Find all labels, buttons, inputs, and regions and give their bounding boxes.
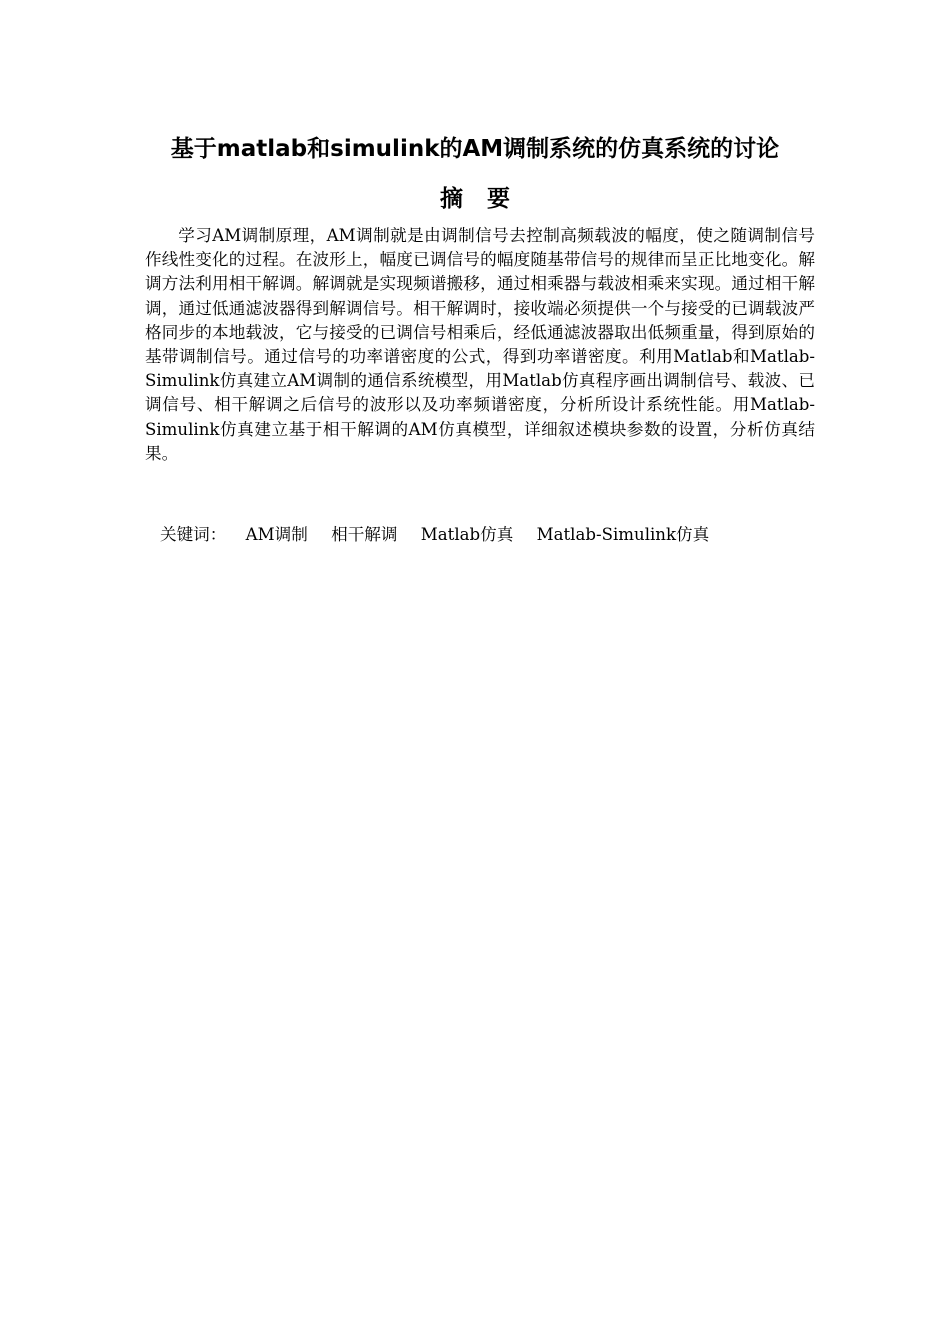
- keywords-line: [160, 522, 820, 548]
- keyword-item: 相干解调: [331, 525, 398, 544]
- keywords-label: 关键词：: [160, 525, 227, 544]
- abstract-heading: 摘要: [440, 186, 534, 212]
- keyword-item: AM调制: [245, 525, 308, 544]
- abstract-body: 学习AM调制原理，AM调制就是由调制信号去控制高频载波的幅度，使之随调制信号作线性变化的过程。在波形上，幅度已调信号的幅度随基带信号的规律而呈正比地变化。解调方法利用相干解调。解调就是实现频谱搬移，通过相乘器与载波相乘来实现。通过相干解调，通过低通滤波器得到解调信号。相干解调时，接收端必须提供一个与接受的已调载波严格同步的本地载波，它与接受的已调信号相乘后，经低通滤波器取出低频重量，得到原始的基带调制信号。通过信号的功率谱密度的公式，得到功率谱密度。利用Matlab和Matlab-Simulink仿真建立AM调制的通信系统模型，用Matlab仿真程序画出调制信号、载波、已调信号、相干解调之后信号的波形以及功率频谱密度，分析所设计系统性能。用Matlab-Simulink仿真建立基于相干解调的AM仿真模型，详细叙述模块参数的设置，分析仿真结果。: [145, 226, 815, 463]
- keyword-item: Matlab仿真: [420, 525, 514, 544]
- keyword-item: Matlab-Simulink仿真: [536, 525, 710, 544]
- paper-title: 基于matlab和simulink的AM调制系统的仿真系统的讨论: [170, 136, 780, 162]
